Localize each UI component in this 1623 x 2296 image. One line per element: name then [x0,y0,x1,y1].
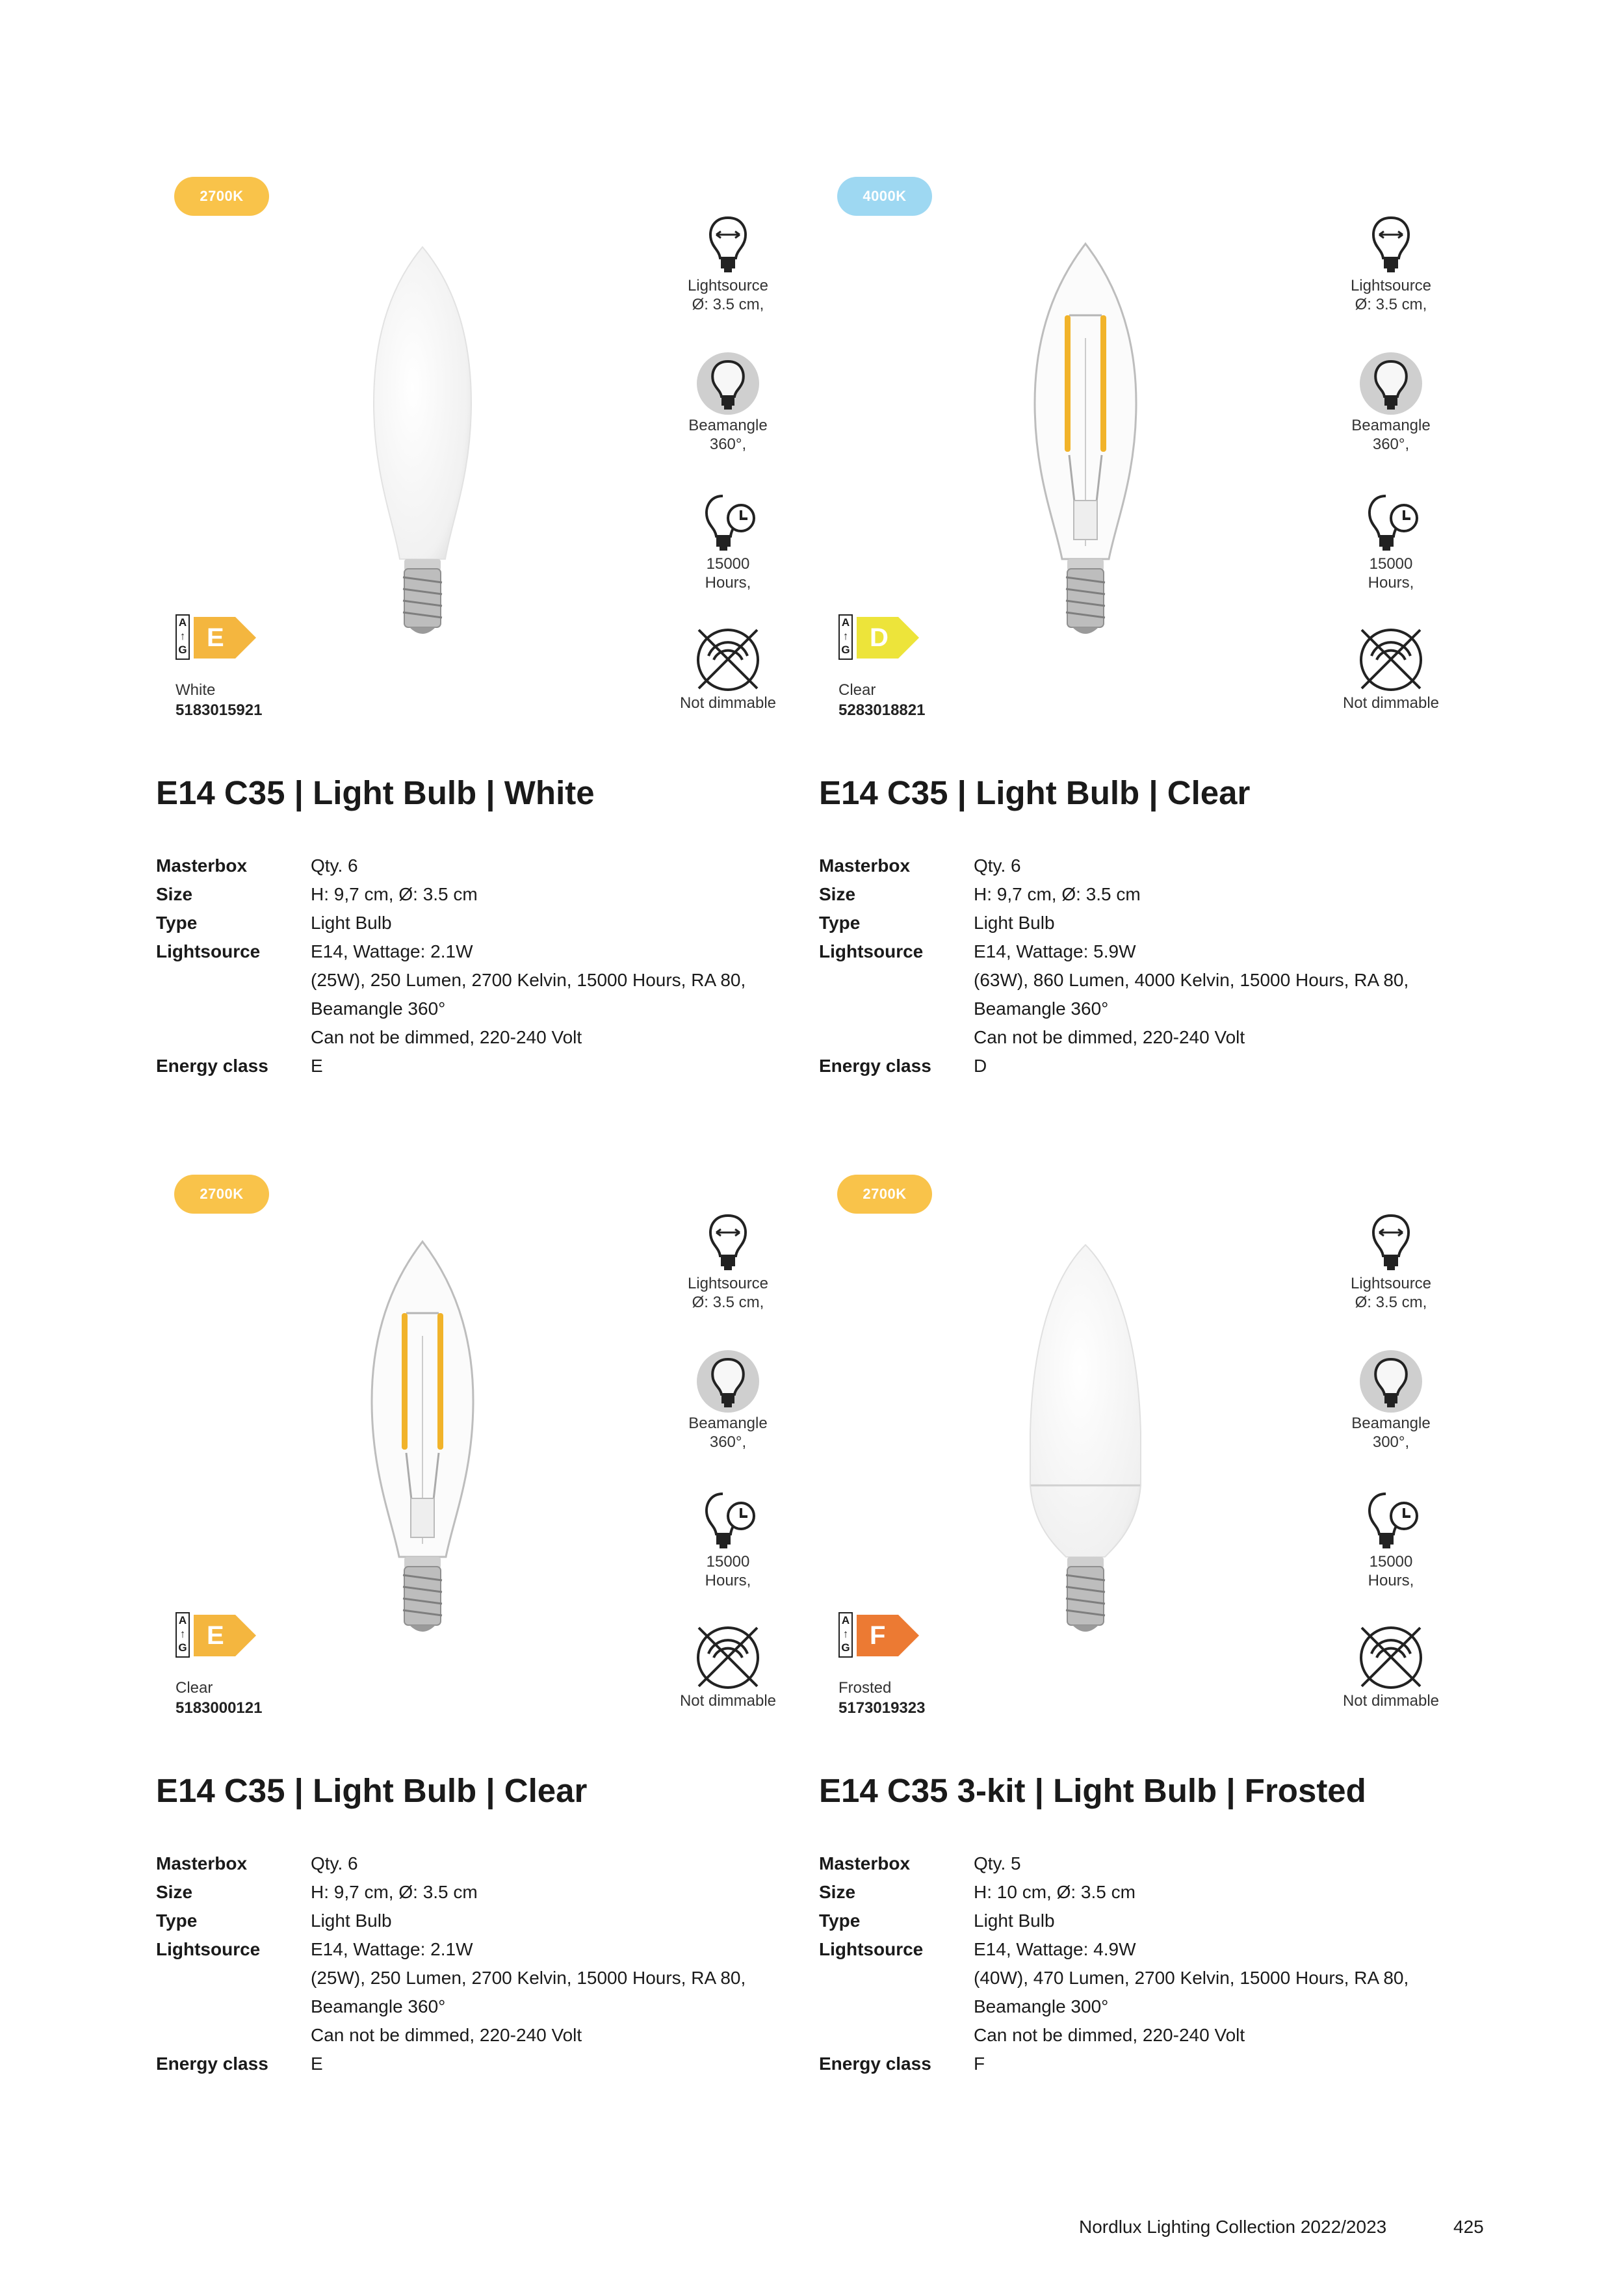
product-bulb-image [325,241,520,650]
energy-scale-bottom: G [178,1641,187,1654]
beam-value: 360°, [1372,436,1410,453]
finish-label: White [175,681,216,699]
spec-label: Masterbox [156,1853,248,1873]
product-title: E14 C35 | Light Bulb | White [156,774,595,811]
spec-row [819,1849,1455,1878]
dimmable-label: Not dimmable [679,694,777,712]
energy-scale-arrow: ↑ [842,630,849,642]
beam-value: 300°, [1372,1433,1410,1451]
lightsource-label: Lightsource [1350,1275,1432,1292]
spec-label: Size [819,884,856,904]
hours-value: 15000 [706,555,750,573]
finish-label: Frosted [838,1679,892,1697]
beam-value: 360°, [709,436,747,453]
dimmable-label: Not dimmable [1342,1692,1440,1710]
energy-label [838,1612,923,1659]
spec-line: (25W), 250 Lumen, 2700 Kelvin, 15000 Hours, RA 80, [311,970,746,990]
spec-line: Qty. 6 [974,855,1021,876]
spec-label: Size [156,1882,193,1902]
hours-value: 15000 [706,1553,750,1571]
energy-label [175,614,260,661]
lightsource-diameter-icon [1358,1209,1423,1274]
spec-line: Beamangle 360° [311,1996,446,2016]
energy-scale-top: A [841,616,850,629]
spec-line: Qty. 5 [974,1853,1021,1873]
spec-value [974,852,1455,880]
energy-class-letter: E [207,1621,224,1650]
spec-row [819,909,1455,937]
spec-line: D [974,1056,987,1076]
energy-class-letter: F [870,1621,886,1650]
energy-label [838,614,923,661]
hours-label: Hours, [705,1572,751,1589]
product-title: E14 C35 3-kit | Light Bulb | Frosted [819,1772,1366,1809]
spec-line: Light Bulb [974,1911,1055,1931]
spec-line: Qty. 6 [311,855,358,876]
spec-label: Masterbox [156,855,248,876]
spec-line: (40W), 470 Lumen, 2700 Kelvin, 15000 Hours, RA 80, [974,1968,1409,1988]
spec-line: Beamangle 300° [974,1996,1109,2016]
spec-value [974,1935,1455,2050]
spec-line: H: 9,7 cm, Ø: 3.5 cm [974,884,1141,904]
product-title: E14 C35 | Light Bulb | Clear [819,774,1251,811]
beam-feature [1313,1349,1469,1452]
spec-label: Size [819,1882,856,1902]
spec-line: Qty. 6 [311,1853,358,1873]
dimmable-label: Not dimmable [1342,694,1440,712]
spec-label: Masterbox [819,855,911,876]
lightsource-value: Ø: 3.5 cm, [1355,296,1427,313]
spec-line: E14, Wattage: 4.9W [974,1939,1136,1959]
hours-value: 15000 [1369,1553,1413,1571]
hours-value: 15000 [1369,555,1413,573]
spec-table [819,1849,1455,2078]
footer-collection: Nordlux Lighting Collection 2022/2023 [1079,2217,1387,2237]
energy-scale-bottom: G [841,644,850,656]
spec-row [819,852,1455,880]
hours-label: Hours, [1368,1572,1414,1589]
lightsource-value: Ø: 3.5 cm, [692,296,764,313]
beam-angle-icon [1358,1349,1423,1414]
color-temperature-badge: 2700K [174,177,269,216]
spec-label: Lightsource [156,1939,261,1959]
lightsource-label: Lightsource [687,277,769,294]
spec-value [311,2050,792,2078]
beam-label: Beamangle [688,1415,768,1432]
spec-label: Energy class [819,2054,931,2074]
energy-class-arrow-icon [194,617,256,659]
hours-feature [1313,1487,1469,1590]
spec-label: Energy class [819,1056,931,1076]
product-card [0,0,777,1076]
spec-value [974,2050,1455,2078]
hours-feature [1313,489,1469,592]
spec-label: Lightsource [819,941,924,961]
energy-scale-top: A [841,1614,850,1626]
spec-label: Type [819,1911,861,1931]
spec-label: Lightsource [819,1939,924,1959]
hours-label: Hours, [1368,574,1414,592]
spec-line: E14, Wattage: 2.1W [311,1939,473,1959]
product-card [663,0,1440,1076]
dimmable-label: Not dimmable [679,1692,777,1710]
beam-label: Beamangle [1351,1415,1431,1432]
spec-label: Size [156,884,193,904]
lightsource-diameter-icon [1358,211,1423,276]
spec-label: Energy class [156,1056,268,1076]
spec-value [974,909,1455,937]
spec-label: Masterbox [819,1853,911,1873]
spec-row [156,2050,792,2078]
energy-class-arrow-icon [194,1615,256,1656]
sku-number: 5173019323 [838,1699,926,1717]
energy-scale [838,1612,853,1658]
spec-label: Type [819,913,861,933]
energy-scale [175,1612,190,1658]
product-bulb-image [988,1238,1183,1648]
spec-label: Type [156,913,198,933]
product-bulb-image [325,1238,520,1648]
hours-label: Hours, [705,574,751,592]
energy-scale [175,614,190,660]
sku-number: 5183000121 [175,1699,263,1717]
energy-scale [838,614,853,660]
spec-line: Can not be dimmed, 220-240 Volt [311,1027,582,1047]
color-temperature-badge: 2700K [174,1175,269,1214]
spec-line: H: 9,7 cm, Ø: 3.5 cm [311,884,478,904]
spec-label: Energy class [156,2054,268,2074]
product-card [663,998,1440,2074]
energy-scale-arrow: ↑ [179,1628,186,1640]
spec-line: Light Bulb [974,913,1055,933]
energy-class-arrow-icon [857,1615,919,1656]
spec-line: (25W), 250 Lumen, 2700 Kelvin, 15000 Hours, RA 80, [311,1968,746,1988]
energy-class-letter: D [870,623,889,652]
spec-label: Type [156,1911,198,1931]
spec-line: E14, Wattage: 5.9W [974,941,1136,961]
spec-value [974,1849,1455,1878]
color-temperature-badge: 4000K [837,177,932,216]
lightsource-label: Lightsource [1350,277,1432,294]
lightsource-label: Lightsource [687,1275,769,1292]
energy-scale-arrow: ↑ [842,1628,849,1640]
beam-angle-icon [1358,351,1423,416]
dimmable-feature [1313,1620,1469,1710]
dimmable-feature [1313,622,1469,712]
spec-line: E14, Wattage: 2.1W [311,941,473,961]
spec-line: Beamangle 360° [311,998,446,1019]
lightsource-value: Ø: 3.5 cm, [692,1294,764,1311]
lightsource-value: Ø: 3.5 cm, [1355,1294,1427,1311]
beam-value: 360°, [709,1433,747,1451]
spec-row [819,1935,1455,2050]
page-number: 425 [1453,2217,1484,2237]
beam-label: Beamangle [1351,417,1431,434]
spec-line: E [311,1056,323,1076]
spec-line: H: 10 cm, Ø: 3.5 cm [974,1882,1136,1902]
spec-line: Light Bulb [311,1911,392,1931]
finish-label: Clear [838,681,876,699]
beam-feature [1313,351,1469,454]
finish-label: Clear [175,1679,213,1697]
sku-number: 5283018821 [838,701,926,719]
product-title: E14 C35 | Light Bulb | Clear [156,1772,588,1809]
lightsource-feature [1313,211,1469,314]
spec-line: E [311,2054,323,2074]
spec-line: Can not be dimmed, 220-240 Volt [974,2025,1245,2045]
energy-scale-top: A [178,1614,187,1626]
spec-line: F [974,2054,985,2074]
lightsource-feature [1313,1209,1469,1312]
spec-value [974,1907,1455,1935]
beam-label: Beamangle [688,417,768,434]
spec-row [819,1907,1455,1935]
color-temperature-badge: 2700K [837,1175,932,1214]
energy-scale-arrow: ↑ [179,630,186,642]
spec-row [819,880,1455,909]
spec-value [974,880,1455,909]
spec-line: Beamangle 360° [974,998,1109,1019]
lifetime-hours-icon [1358,1487,1423,1552]
spec-value [974,1878,1455,1907]
sku-number: 5183015921 [175,701,263,719]
energy-scale-top: A [178,616,187,629]
spec-line: Light Bulb [311,913,392,933]
lifetime-hours-icon [1358,489,1423,554]
spec-line: H: 9,7 cm, Ø: 3.5 cm [311,1882,478,1902]
spec-line: Can not be dimmed, 220-240 Volt [974,1027,1245,1047]
spec-row [819,2050,1455,2078]
not-dimmable-icon [1355,622,1427,694]
product-card [0,998,777,2074]
not-dimmable-icon [1355,1620,1427,1691]
spec-line: Can not be dimmed, 220-240 Volt [311,2025,582,2045]
energy-scale-bottom: G [178,644,187,656]
spec-label: Lightsource [156,941,261,961]
product-bulb-image [988,241,1183,650]
energy-class-letter: E [207,623,224,652]
energy-label [175,1612,260,1659]
spec-line: (63W), 860 Lumen, 4000 Kelvin, 15000 Hours, RA 80, [974,970,1409,990]
energy-scale-bottom: G [841,1641,850,1654]
spec-row [819,1878,1455,1907]
